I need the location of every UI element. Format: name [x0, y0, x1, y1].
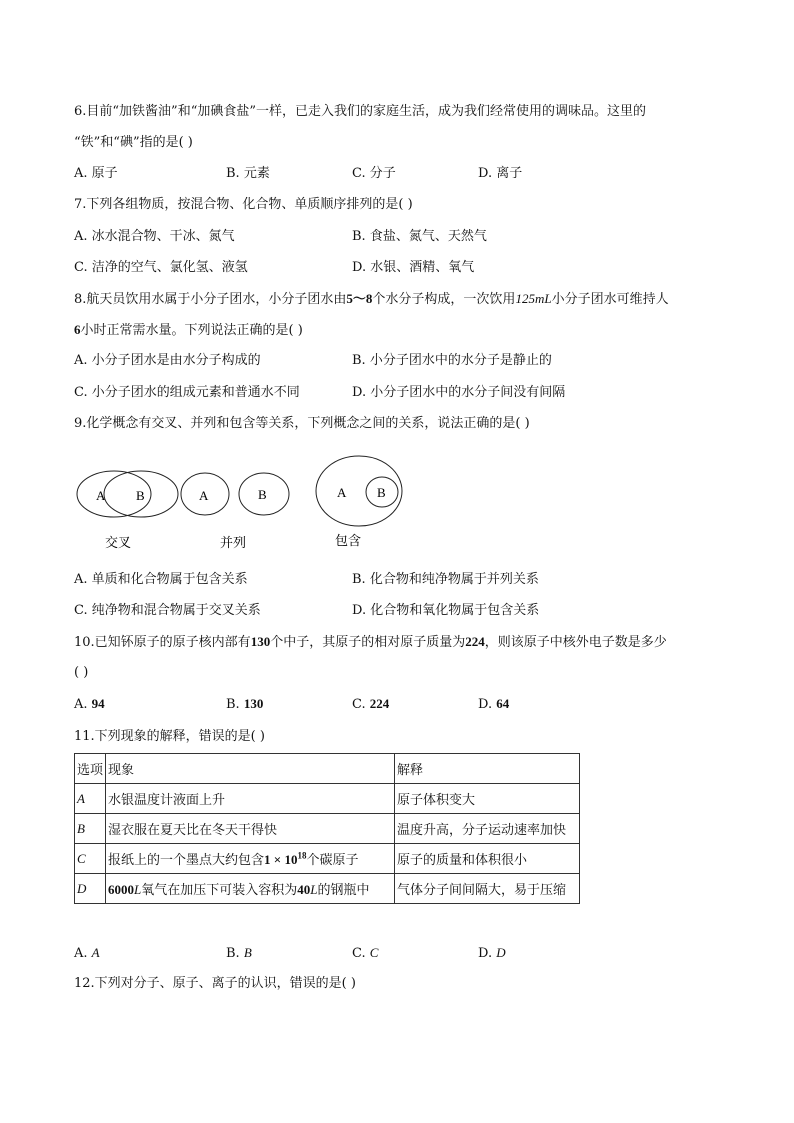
q8-text-3: 小分子团水可维持人: [551, 292, 669, 307]
contain-circle-a: [316, 456, 402, 526]
q8-text-2: 个水分子构成，一次饮用: [372, 292, 516, 307]
row-explanation: 温度升高，分子运动速率加快: [395, 814, 580, 844]
table-row: [75, 814, 580, 844]
q11-option-b: B. B: [226, 945, 252, 961]
contain-label-b: B: [377, 485, 386, 500]
q10-stem-line1: [74, 633, 667, 652]
q10-mass: 224: [465, 634, 485, 649]
header-option: 选项: [75, 754, 106, 784]
row-key: A: [75, 784, 106, 814]
q11-option-d: D. D: [478, 945, 506, 961]
parallel-label-b: B: [258, 487, 267, 502]
table-row: [75, 784, 580, 814]
row-explanation: 原子的质量和体积很小: [395, 844, 580, 874]
q8-hours: 6: [74, 322, 81, 337]
q9-option-d: D. 化合物和氧化物属于包含关系: [352, 603, 540, 618]
q10-option-a: A. 94: [74, 696, 105, 712]
q11-stem: 11.下列现象的解释，错误的是( ): [74, 729, 265, 744]
row-phenomenon: 湿衣服在夏天比在冬天干得快: [106, 814, 395, 844]
parallel-label-a: A: [199, 488, 209, 503]
q9-stem: 9.化学概念有交叉、并列和包含等关系，下列概念之间的关系，说法正确的是( ): [74, 416, 530, 431]
q9-option-c: C. 纯净物和混合物属于交叉关系: [74, 603, 261, 618]
q8-stem-line1: [74, 290, 669, 309]
table-header-row: [75, 754, 580, 784]
q10-option-b: B. 130: [226, 696, 264, 712]
header-phenomenon: 现象: [106, 754, 395, 784]
intersect-label-b: B: [136, 488, 145, 503]
q10-text-2: 个中子，其原子的相对原子质量为: [270, 635, 466, 650]
q7-option-a: A. 冰水混合物、干冰、氮气: [74, 229, 235, 244]
intersect-label-a: A: [96, 488, 106, 503]
q10-text-3: ，则该原子中核外电子数是多少: [484, 635, 667, 650]
q10-stem-line2: ( ): [74, 665, 89, 680]
row-phenomenon: 水银温度计液面上升: [106, 784, 395, 814]
caption-intersect: 交叉: [105, 536, 132, 551]
row-explanation: 气体分子间间隔大，易于压缩: [395, 874, 580, 904]
q7-option-b: B. 食盐、氮气、天然气: [352, 229, 487, 244]
row-key: C: [75, 844, 106, 874]
q6-option-b: B. 元素: [226, 166, 270, 181]
q10-neutrons: 130: [250, 634, 271, 649]
q10-option-c: C. 224: [352, 696, 390, 712]
row-phenomenon: 报纸上的一个墨点大约包含$1 \times 10^{18}$个碳原子: [106, 844, 395, 874]
caption-contain: 包含: [335, 534, 362, 549]
row-phenomenon: 6000L氧气在加压下可装入容积为40L的钢瓶中: [106, 874, 395, 904]
q7-option-c: C. 洁净的空气、氯化氢、液氢: [74, 260, 248, 275]
q8-text-4: 小时正常需水量。下列说法正确的是( ): [80, 323, 303, 338]
q6-stem-line2: “铁”和“碘”指的是( ): [74, 135, 193, 150]
q9-option-a: A. 单质和化合物属于包含关系: [74, 572, 248, 587]
q8-stem-line2: [74, 321, 303, 340]
q7-option-d: D. 水银、酒精、氧气: [352, 260, 475, 275]
q12-stem: 12.下列对分子、原子、离子的认识，错误的是( ): [74, 976, 356, 991]
q7-stem: 7.下列各组物质，按混合物、化合物、单质顺序排列的是( ): [74, 197, 413, 212]
q8-range: 5～8: [346, 291, 373, 306]
q8-text-1: 8.航天员饮用水属于小分子团水，小分子团水由: [74, 292, 347, 307]
q11-option-c: C. C: [352, 945, 379, 961]
q8-volume: 125mL: [515, 291, 552, 306]
header-explanation: 解释: [395, 754, 580, 784]
row-key: D: [75, 874, 106, 904]
q6-stem-line1: 6.目前“加铁酱油”和“加碘食盐”一样，已走入我们的家庭生活，成为我们经常使用的调味品。这里的: [74, 104, 646, 119]
q8-option-a: A. 小分子团水是由水分子构成的: [74, 353, 261, 368]
q8-option-d: D. 小分子团水中的水分子间没有间隔: [352, 385, 566, 400]
table-row: [75, 844, 580, 874]
row-key: B: [75, 814, 106, 844]
q8-option-b: B. 小分子团水中的水分子是静止的: [352, 353, 552, 368]
q11-option-a: A. A: [74, 945, 100, 961]
q6-option-d: D. 离子: [478, 166, 523, 181]
q10-text-1: 10.已知钚原子的原子核内部有: [74, 635, 251, 650]
q10-option-d: D. 64: [478, 696, 510, 712]
q6-option-a: A. 原子: [74, 166, 118, 181]
q11-table: [74, 753, 580, 904]
caption-parallel: 并列: [220, 536, 247, 551]
q6-option-c: C. 分子: [352, 166, 396, 181]
q8-option-c: C. 小分子团水的组成元素和普通水不同: [74, 385, 300, 400]
contain-label-a: A: [337, 485, 347, 500]
table-row: [75, 874, 580, 904]
q9-option-b: B. 化合物和纯净物属于并列关系: [352, 572, 539, 587]
row-explanation: 原子体积变大: [395, 784, 580, 814]
concept-relation-diagram: [70, 450, 430, 560]
